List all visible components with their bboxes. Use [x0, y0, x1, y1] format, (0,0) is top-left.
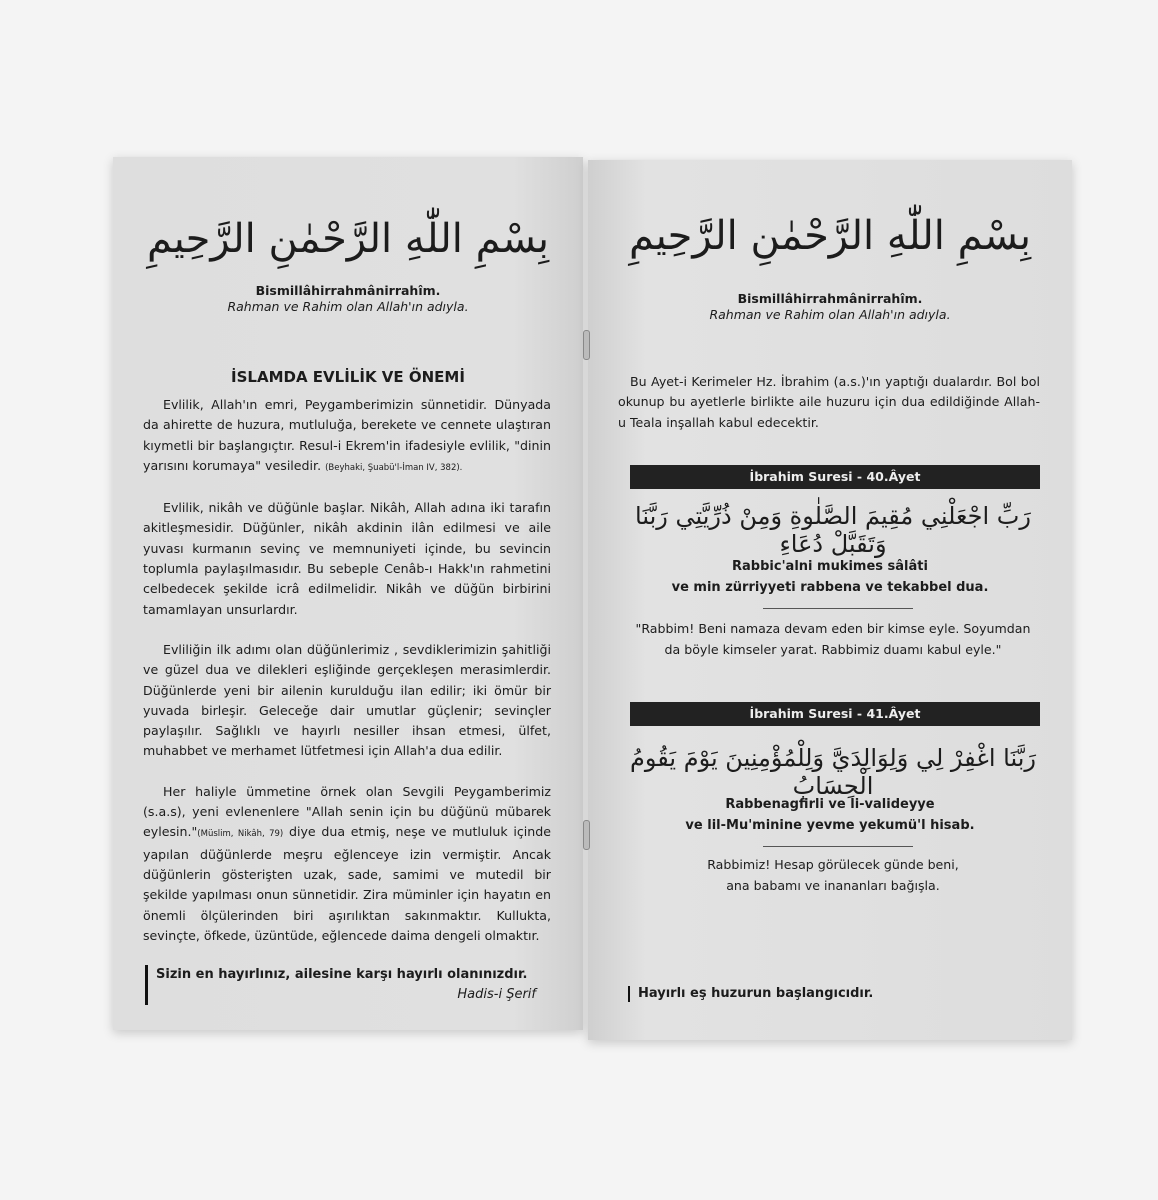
- bismillah-header: [113, 283, 583, 315]
- hadith-quote: [145, 965, 536, 1005]
- meaning-line: Rabbimiz! Hesap görülecek günde beni,: [707, 857, 959, 872]
- quote-source: Hadis-i Şerif: [457, 987, 536, 1002]
- intro-text: Bu Ayet-i Kerimeler Hz. İbrahim (a.s.)'ın yaptığı dualardır. Bol bol okunup bu ayetlerle birlikte aile huzuru için dua edildiğinde Allah-u Teala inşallah kabul edecektir.: [618, 374, 1040, 430]
- verse-label: İbrahim Suresi - 41.Âyet: [630, 702, 1040, 726]
- reference: (Müslim, Nikâh, 79): [197, 829, 284, 840]
- paragraph: [143, 395, 551, 478]
- bismillah-translit: Bismillâhirrahmânirrahîm.: [255, 283, 441, 298]
- quote-text: Sizin en hayırlınız, ailesine karşı hayırlı olanınızdır.: [156, 967, 528, 982]
- verse-meaning: [618, 854, 1048, 896]
- bismillah-header: [588, 291, 1072, 323]
- verse-arabic: رَبَّنَا اغْفِرْ لِي وَلِوَالِدَيَّ وَلِلْمُؤْمِنِينَ يَوْمَ يَقُومُ الْحِسَابُ: [630, 744, 1036, 800]
- paragraph-text: diye dua etmiş, neşe ve mutluluk içinde yapılan düğünlerde meşru eğlenceye izin vermiştir. Ancak düğünlerin gösterişten uzak, sade, samimi ve mutedil bir şekilde yapılması onun sünnetidir. Zira müminler için hayatın en önemli ölçülerinden biri aşırılıktan sakınmaktır. Kullukta, sevinçte, öfkede, üzüntüde, eğlencede daima dengeli olmaktır.: [143, 824, 551, 943]
- reference: (Beyhaki, Şuabü'l-İman IV, 382).: [325, 462, 463, 473]
- staple: [583, 820, 590, 850]
- paragraph: [143, 782, 551, 946]
- meaning-line: ana babamı ve inananları bağışla.: [726, 878, 940, 893]
- paragraph-text: Her haliyle ümmetine örnek olan Sevgili Peygamberimiz (s.a.s), yeni evlenenlere "Allah senin için bu düğünü mübarek eylesin.": [143, 783, 551, 840]
- divider: [763, 608, 913, 609]
- right-page: [588, 160, 1072, 1040]
- verse-label: İbrahim Suresi - 40.Âyet: [630, 465, 1040, 489]
- left-page: [113, 157, 583, 1030]
- footer-quote: Hayırlı eş huzurun başlangıcıdır.: [628, 986, 873, 1002]
- bismillah-translit: Bismillâhirrahmânirrahîm.: [737, 291, 923, 306]
- verse-translit: [588, 794, 1072, 836]
- verse-arabic: رَبِّ اجْعَلْنِي مُقِيمَ الصَّلٰوةِ وَمِنْ ذُرِّيَّتِي رَبَّنَا وَتَقَبَّلْ دُعَاءِ: [635, 502, 1031, 558]
- verse-translit: [588, 556, 1072, 598]
- meaning-line: "Rabbim! Beni namaza devam eden bir kimse eyle. Soyumdan: [635, 621, 1031, 636]
- bismillah-meaning: Rahman ve Rahim olan Allah'ın adıyla.: [709, 307, 951, 322]
- paragraph: Evliliğin ilk adımı olan düğünlerimiz , sevdiklerimizin şahitliği ve güzel dua ve dilekleri eşliğinde gerçekleşen merasimlerdir. Düğünlerde yeni bir ailenin kurulduğu ilan edilir; iki ömür bir yuvada birleşir. Geleceğe dair umutlar güçlenir; sevinçler paylaşılır. Sağlıklı ve hayırlı nesiller ihsan etmesi, ülfet, muhabbet ve merhamet lütfetmesi için Allah'a dua edilir.: [143, 641, 551, 759]
- translit-line: ve min zürriyyeti rabbena ve tekabbel dua.: [671, 580, 989, 595]
- staple: [583, 330, 590, 360]
- paragraph-text: Evlilik, Allah'ın emri, Peygamberimizin sünnetidir. Dünyada da ahirette de huzura, mutluluğa, berekete ve cennete ulaştıran kıymetli bir başlangıçtır. Resul-i Ekrem'in ifadesiyle evlilik, "dinin yarısını korumaya" vesiledir.: [143, 397, 551, 473]
- bismillah-meaning: Rahman ve Rahim olan Allah'ın adıyla.: [227, 299, 469, 314]
- translit-line: Rabbenagfirli ve li-valideyye: [725, 797, 935, 812]
- bismillah-calligraphy: بِسْمِ اللّٰهِ الرَّحْمٰنِ الرَّحِيمِ: [628, 213, 1032, 259]
- bismillah-calligraphy: بِسْمِ اللّٰهِ الرَّحْمٰنِ الرَّحِيمِ: [146, 216, 550, 262]
- meaning-line: da böyle kimseler yarat. Rabbimiz duamı kabul eyle.": [664, 642, 1002, 657]
- divider: [763, 846, 913, 847]
- translit-line: Rabbic'alni mukimes sâlâti: [732, 559, 928, 574]
- translit-line: ve lil-Mu'minine yevme yekumü'l hisab.: [685, 818, 975, 833]
- verse-meaning: [618, 618, 1048, 660]
- paragraph: Evlilik, nikâh ve düğünle başlar. Nikâh, Allah adına iki tarafın akitleşmesidir. Düğünler, nikâh akdinin ilân edilmesi ve aile yuvası kurmanın sevinç ve memnuniyeti içinde, bu sevincin toplumla paylaşılmasıdır. Bu sebeple Cenâb-ı Hakk'ın rahmetini celbedecek şekilde icrâ edilmelidir. Nikâh ve düğün birbirini tamamlayan unsurlardır.: [143, 500, 551, 617]
- page-title: İSLAMDA EVLİLİK VE ÖNEMİ: [231, 368, 465, 386]
- article-body: [143, 395, 551, 966]
